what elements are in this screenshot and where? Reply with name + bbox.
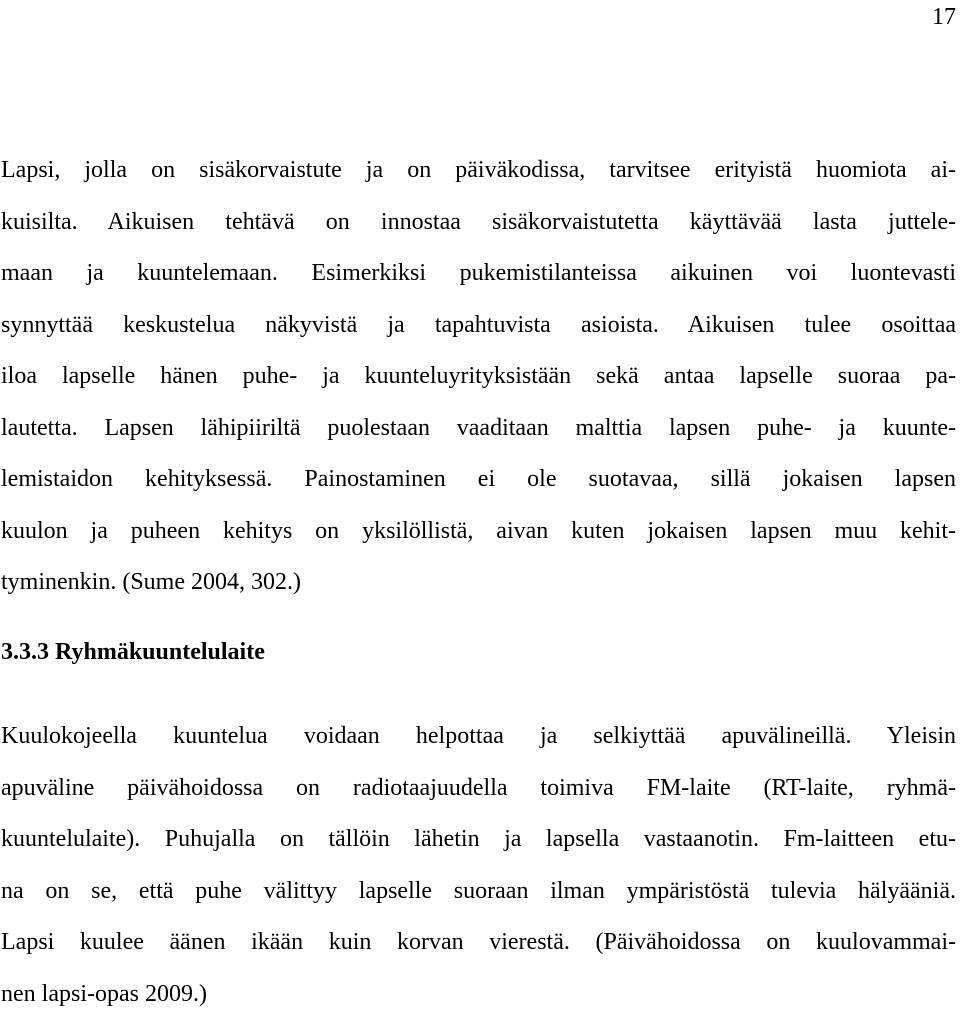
paragraph-cochlear-implant — [1, 145, 956, 609]
text-line: Lapsi, jolla on sisäkorvaistute ja on päiväkodissa, tarvitsee erityistä huomiota ai- — [1, 145, 956, 197]
text-line: lautetta. Lapsen lähipiiriltä puolestaan vaaditaan malttia lapsen puhe- ja kuunte- — [1, 403, 956, 455]
text-line: kuisilta. Aikuisen tehtävä on innostaa sisäkorvaistutetta käyttävää lasta juttele- — [1, 197, 956, 249]
page-number: 17 — [932, 2, 956, 32]
text-line: Lapsi kuulee äänen ikään kuin korvan vierestä. (Päivähoidossa on kuulovammai- — [1, 917, 956, 969]
text-line: maan ja kuuntelemaan. Esimerkiksi pukemistilanteissa aikuinen voi luontevasti — [1, 248, 956, 300]
text-line: lemistaidon kehityksessä. Painostaminen ei ole suotavaa, sillä jokaisen lapsen — [1, 454, 956, 506]
text-line: kuulon ja puheen kehitys on yksilöllistä, aivan kuten jokaisen lapsen muu kehit- — [1, 506, 956, 558]
text-line: apuväline päivähoidossa on radiotaajuudella toimiva FM-laite (RT-laite, ryhmä- — [1, 763, 956, 815]
text-line: kuuntelulaite). Puhujalla on tällöin lähetin ja lapsella vastaanotin. Fm-laitteen etu- — [1, 814, 956, 866]
text-line: nen lapsi-opas 2009.) — [1, 969, 956, 1020]
text-line: synnyttää keskustelua näkyvistä ja tapahtuvista asioista. Aikuisen tulee osoittaa — [1, 300, 956, 352]
section-heading: 3.3.3 Ryhmäkuuntelulaite — [1, 635, 265, 669]
text-line: Kuulokojeella kuuntelua voidaan helpottaa ja selkiyttää apuvälineillä. Yleisin — [1, 711, 956, 763]
text-line: tyminenkin. (Sume 2004, 302.) — [1, 557, 956, 609]
text-line: iloa lapselle hänen puhe- ja kuunteluyrityksistään sekä antaa lapselle suoraa pa- — [1, 351, 956, 403]
paragraph-group-listening-device — [1, 711, 956, 1020]
text-line: na on se, että puhe välittyy lapselle suoraan ilman ympäristöstä tulevia hälyääniä. — [1, 866, 956, 918]
